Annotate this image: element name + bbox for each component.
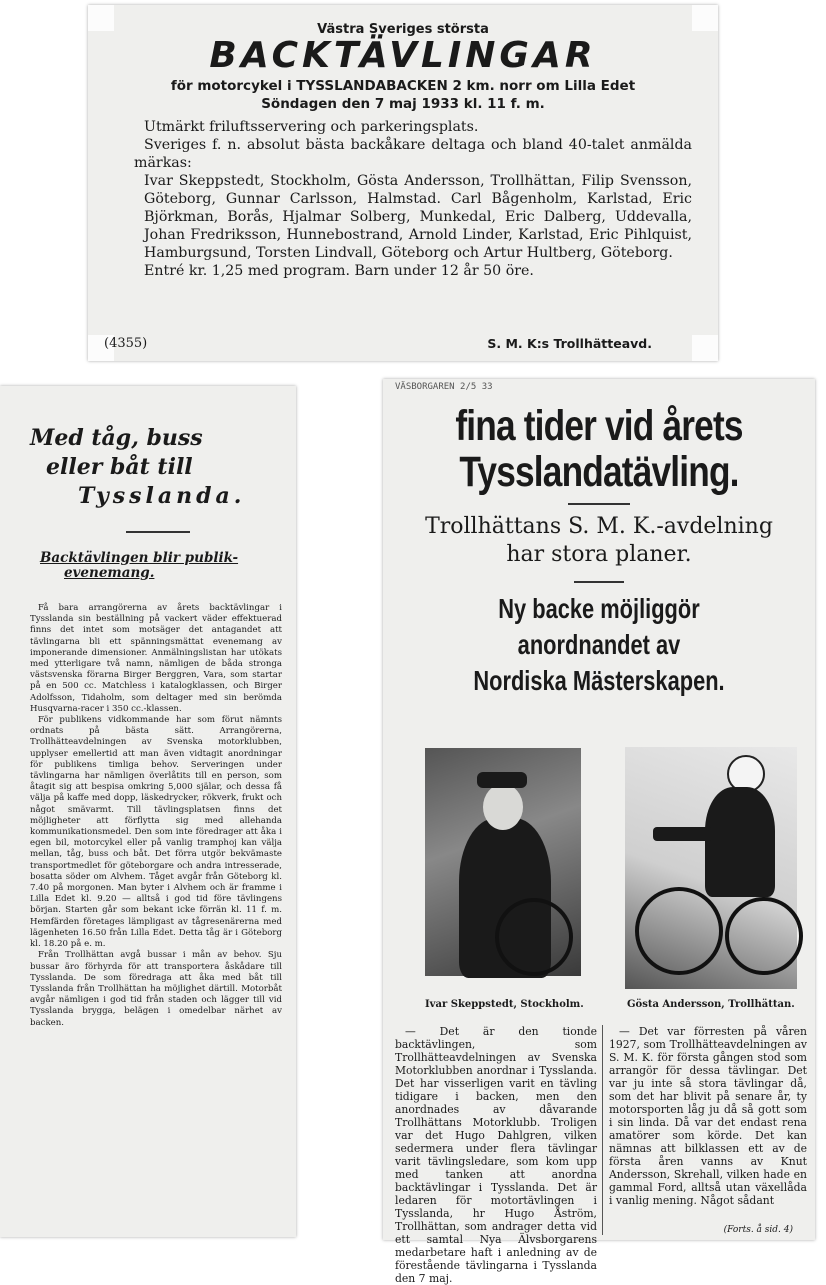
left-article-body: [30, 603, 282, 1029]
photo-skeppstedt: [425, 748, 581, 976]
ad-paragraph: Utmärkt friluftsservering och parkeringsplats.: [144, 119, 479, 135]
right-subheadline: [383, 513, 815, 569]
photo-caption: Gösta Andersson, Trollhättan.: [627, 999, 795, 1010]
right-article-column-2: [609, 1025, 807, 1207]
article-paragraph: — Det är den tionde backtävlingen, som Trollhätteavdelningen av Svenska Motorklubben anordnar i Tysslanda. Det har visserligen varit en tävling tidigare i backen, men den anordnades av dåvarande Trollhättans Motorklubb. Troligen var det Hugo Dahlgren, vilken sedermera under flera tävlingar varit tävlingsledare, som kom upp med tanken att anordna backtävlingar i Tysslanda. Det är ledaren för motortävlingen i Tysslanda, hr Hugo Åström, Trollhättan, som andrager detta vid ett samtal Nya Älvsborgarens medarbetare haft i anledning av de förestående tävlingarna i Tysslanda den 7 maj.: [395, 1025, 597, 1285]
article-paragraph: Från Trollhättan avgå bussar i mån av behov. Sju bussar äro förhyrda för att transportera åskådare till Tysslanda. De som föredraga att åka med båt till Tysslanda från Trollhättan ha möjlighet därtill. Motorbåt avgår nämligen i god tid från staden och lägger till vid Tysslanda brygga, belägen i omedelbar närhet av backen.: [30, 950, 282, 1028]
right-headline-line: fina tider vid årets: [455, 402, 743, 450]
right-article-clipping: [383, 379, 815, 1285]
right-deck-line: Nordiska Mästerskapen.: [473, 665, 725, 696]
left-subheadline: [40, 551, 296, 581]
left-subheadline-line: Backtävlingen blir publik-: [40, 550, 239, 566]
left-headline-line: Tysslanda.: [78, 483, 246, 509]
ad-participants: Ivar Skeppstedt, Stockholm, Gösta Andersson, Trollhättan, Filip Svensson, Göteborg, Gunnar Carlsson, Halmstad. Carl Bågenholm, Karlstad, Eric Björkman, Borås, Hjalmar Solberg, Munkedal, Eric Dalberg, Uddevalla, Johan Fredriksson, Hunnebostrand, Arnold Linder, Karlstad, Eric Pihlquist, Hamburgsund, Torsten Lindvall, Göteborg och Artur Hultberg, Göteborg.: [144, 173, 692, 261]
right-subheadline-line: har stora planer.: [506, 542, 692, 567]
ad-date: Söndagen den 7 maj 1933 kl. 11 f. m.: [261, 96, 545, 112]
handwritten-source-stamp: VÄSBORGAREN 2/5 33: [395, 382, 493, 392]
right-deck-headline: [383, 591, 815, 699]
left-article-clipping: [0, 386, 296, 1237]
column-rule: [602, 1025, 603, 1235]
ad-footer: [104, 336, 652, 351]
divider: [574, 581, 624, 583]
race-advertisement: [88, 5, 718, 361]
divider: [126, 531, 190, 533]
right-deck-line: Ny backe möjliggör anordnandet av: [498, 593, 700, 660]
ad-title: BACKTÄVLINGAR: [209, 35, 597, 76]
right-article-column-1: [395, 1025, 597, 1285]
right-headline-line: Tysslandatävling.: [459, 448, 739, 496]
right-headline: [383, 403, 815, 495]
divider: [568, 503, 630, 505]
photo-andersson: [625, 747, 797, 989]
photo-caption: Ivar Skeppstedt, Stockholm.: [425, 999, 584, 1010]
ad-paragraph: Sveriges f. n. absolut bästa backåkare deltaga och bland 40-talet anmälda märkas:: [134, 137, 692, 171]
left-headline-line: Med tåg, buss: [30, 425, 203, 451]
article-paragraph: För publikens vidkommande har som förut nämnts ordnats på bästa sätt. Arrangörerna, Trollhätteavdelningen av Svenska motorklubben, upplyser emellertid att man även vidtagit anordningar för publikens timliga behov. Serveringen under tävlingarna har nämligen överlåtits till en person, som åtagit sig att bespisa omkring 5,000 själar, och dessa få välja på kaffe med dopp, läskedrycker, rökverk, frukt och något smävarmt. Till tävlingsplatsen finns det möjligheter att förflytta sig med allehanda kommunikationsmedel. Den som inte föredrager att åka i egen bil, motorcykel eller på vanlig tramphoj kan välja mellan, tåg, buss och båt. Det förra utgör bekvämaste transportmedlet för göteborgare och andra intresserade, bosatta söder om Alvhem. Tåget avgår från Göteborg kl. 7.40 på morgonen. Man byter i Alvhem och är framme i Lilla Edet kl. 9.20 — alltså i god tid före tävlingens början. Starten går som bekant icke förrän kl. 11 f. m. Hemfärden företages lämpligast av tågresenärerna med lägenheten 16.50 från Lilla Edet. Detta tåg är i Göteborg kl. 18.20 på e. m.: [30, 715, 282, 950]
ad-body: [134, 118, 692, 280]
article-paragraph: Få bara arrangörerna av årets backtävlingar i Tysslanda sin beställning på vackert väder effektuerad finns det intet som motsäger det antagandet att tävlingarna bli ett spänningsmättat evenemang av imponerande dimensioner. Anmälningslistan har utökats med ytterligare två namn, nämligen de båda stronga västsvenska förarna Birger Berggren, Vara, som startar på en 500 cc. Matchless i katalogklassen, och Birger Adolfsson, Tidaholm, som deltager med sin berömda Husqvarna-racer i 350 cc.-klassen.: [30, 603, 282, 714]
ad-entry-price: Entré kr. 1,25 med program. Barn under 12 år 50 öre.: [144, 263, 534, 279]
ad-kicker: Västra Sveriges största: [317, 22, 489, 37]
ad-reference: (4355): [104, 336, 148, 351]
ad-subtitle: för motorcykel i TYSSLANDABACKEN 2 km. norr om Lilla Edet: [170, 78, 636, 94]
continued-note: (Forts. å sid. 4): [723, 1225, 793, 1235]
left-headline-line: eller båt till: [46, 454, 193, 480]
left-headline: [30, 424, 296, 511]
article-paragraph: — Det var förresten på våren 1927, som Trollhätteavdelningen av S. M. K. för första gången stod som arrangör för dessa tävlingar. Det var ju inte så stora tävlingar då, som det har blivit på senare år, ty motorsporten låg ju då så gott som i sin linda. Då var det endast rena amatörer som körde. Det kan nämnas att bilklassen ett av de första åren vanns av Knut Andersson, Skrehall, vilken hade en gammal Ford, alltså utan växellåda i vanlig mening. Något sådant: [609, 1025, 807, 1207]
left-subheadline-line: evenemang.: [64, 565, 155, 581]
right-subheadline-line: Trollhättans S. M. K.-avdelning: [425, 514, 773, 539]
ad-organizer: S. M. K:s Trollhätteavd.: [487, 336, 652, 351]
